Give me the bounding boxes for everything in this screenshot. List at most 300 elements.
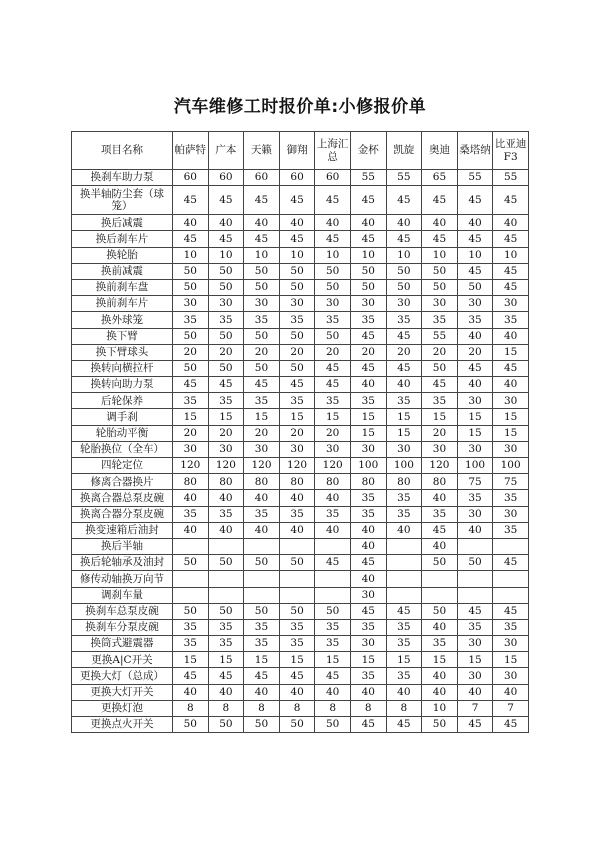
price-cell: 40 <box>457 215 493 231</box>
price-cell: 35 <box>173 636 209 652</box>
price-cell: 15 <box>493 409 529 425</box>
price-cell: 40 <box>173 215 209 231</box>
price-cell: 45 <box>350 186 386 215</box>
price-cell: 10 <box>493 247 529 263</box>
price-cell: 35 <box>350 490 386 506</box>
price-cell <box>386 571 422 587</box>
price-cell: 20 <box>422 425 458 441</box>
price-cell: 35 <box>493 490 529 506</box>
price-cell <box>244 571 280 587</box>
price-cell: 50 <box>173 555 209 571</box>
item-name-cell: 换前刹车盘 <box>72 279 173 295</box>
price-cell: 50 <box>422 603 458 619</box>
price-cell: 120 <box>422 458 458 474</box>
item-name-cell: 更换A|C开关 <box>72 652 173 668</box>
table-row <box>72 296 529 312</box>
column-header-model: 比亚迪F3 <box>493 132 529 170</box>
price-cell: 15 <box>493 425 529 441</box>
price-cell: 20 <box>173 425 209 441</box>
price-cell <box>279 571 315 587</box>
price-cell: 60 <box>315 170 351 186</box>
price-cell: 35 <box>208 506 244 522</box>
price-cell: 30 <box>173 296 209 312</box>
item-name-cell: 换刹车分泵皮碗 <box>72 619 173 635</box>
price-cell: 45 <box>279 186 315 215</box>
price-cell: 35 <box>244 619 280 635</box>
price-cell: 30 <box>422 441 458 457</box>
price-cell <box>315 538 351 554</box>
price-cell: 55 <box>493 170 529 186</box>
price-cell <box>244 587 280 603</box>
price-cell: 50 <box>173 603 209 619</box>
price-cell: 50 <box>457 279 493 295</box>
price-cell: 35 <box>315 393 351 409</box>
price-cell: 35 <box>208 393 244 409</box>
price-cell: 45 <box>350 360 386 376</box>
price-cell: 10 <box>208 247 244 263</box>
price-cell: 35 <box>279 312 315 328</box>
price-cell: 45 <box>422 186 458 215</box>
price-cell: 35 <box>386 393 422 409</box>
price-cell: 45 <box>493 186 529 215</box>
item-name-cell: 换轮胎 <box>72 247 173 263</box>
price-cell: 35 <box>386 636 422 652</box>
price-cell: 80 <box>173 474 209 490</box>
price-cell: 80 <box>386 474 422 490</box>
price-cell: 60 <box>244 170 280 186</box>
price-cell: 45 <box>493 279 529 295</box>
price-cell: 50 <box>279 263 315 279</box>
price-cell: 50 <box>244 555 280 571</box>
price-cell: 35 <box>244 393 280 409</box>
table-row <box>72 231 529 247</box>
price-cell: 35 <box>279 636 315 652</box>
price-cell: 45 <box>457 360 493 376</box>
price-cell: 40 <box>173 684 209 700</box>
price-cell: 50 <box>244 717 280 733</box>
price-cell: 30 <box>208 296 244 312</box>
price-cell: 45 <box>422 377 458 393</box>
price-cell: 45 <box>457 717 493 733</box>
price-cell: 35 <box>244 506 280 522</box>
price-cell: 45 <box>208 377 244 393</box>
price-cell <box>386 538 422 554</box>
price-cell: 40 <box>279 215 315 231</box>
column-header-model: 奥迪 <box>422 132 458 170</box>
price-cell: 15 <box>244 652 280 668</box>
table-row <box>72 458 529 474</box>
price-cell: 50 <box>208 328 244 344</box>
price-cell: 45 <box>386 360 422 376</box>
price-cell: 15 <box>279 652 315 668</box>
price-cell: 30 <box>350 441 386 457</box>
price-cell: 50 <box>315 603 351 619</box>
price-cell: 40 <box>173 522 209 538</box>
price-cell: 40 <box>422 684 458 700</box>
item-name-cell: 换后减震 <box>72 215 173 231</box>
price-cell: 10 <box>173 247 209 263</box>
price-cell <box>173 587 209 603</box>
price-table <box>71 131 529 733</box>
price-cell: 45 <box>493 231 529 247</box>
price-cell: 15 <box>315 652 351 668</box>
price-cell: 40 <box>350 377 386 393</box>
price-cell: 20 <box>208 344 244 360</box>
item-name-cell: 调手刹 <box>72 409 173 425</box>
table-row <box>72 312 529 328</box>
column-header-model: 凯旋 <box>386 132 422 170</box>
table-row <box>72 247 529 263</box>
table-row <box>72 215 529 231</box>
price-cell: 40 <box>315 684 351 700</box>
item-name-cell: 更换点火开关 <box>72 717 173 733</box>
price-cell: 8 <box>173 700 209 716</box>
price-cell: 120 <box>173 458 209 474</box>
item-name-cell: 换刹车总泵皮碗 <box>72 603 173 619</box>
table-row <box>72 571 529 587</box>
price-cell: 30 <box>457 393 493 409</box>
price-cell: 30 <box>279 296 315 312</box>
price-cell: 45 <box>386 328 422 344</box>
price-cell: 35 <box>386 619 422 635</box>
price-cell <box>457 538 493 554</box>
price-cell: 50 <box>386 279 422 295</box>
item-name-cell: 换筒式避震器 <box>72 636 173 652</box>
column-header-model: 金杯 <box>350 132 386 170</box>
price-cell: 10 <box>422 247 458 263</box>
price-cell: 30 <box>208 441 244 457</box>
price-cell: 40 <box>350 538 386 554</box>
price-cell: 45 <box>315 360 351 376</box>
price-cell: 45 <box>422 231 458 247</box>
price-cell: 40 <box>457 522 493 538</box>
item-name-cell: 修传动轴换万向节 <box>72 571 173 587</box>
price-cell: 55 <box>457 170 493 186</box>
price-cell: 45 <box>279 231 315 247</box>
price-cell: 20 <box>279 425 315 441</box>
price-cell: 45 <box>244 668 280 684</box>
price-cell: 45 <box>315 231 351 247</box>
price-cell: 30 <box>315 296 351 312</box>
column-header-model: 帕萨特 <box>173 132 209 170</box>
item-name-cell: 调刹车量 <box>72 587 173 603</box>
table-row <box>72 636 529 652</box>
price-cell: 15 <box>386 652 422 668</box>
price-cell: 50 <box>422 360 458 376</box>
price-cell: 40 <box>208 215 244 231</box>
price-cell: 40 <box>457 377 493 393</box>
item-name-cell: 换转向助力泵 <box>72 377 173 393</box>
price-cell <box>279 587 315 603</box>
price-cell: 120 <box>244 458 280 474</box>
price-cell: 40 <box>279 490 315 506</box>
price-cell: 40 <box>350 215 386 231</box>
price-cell: 45 <box>422 522 458 538</box>
price-cell: 50 <box>279 328 315 344</box>
price-cell: 40 <box>315 215 351 231</box>
price-cell: 35 <box>350 619 386 635</box>
item-name-cell: 轮胎动平衡 <box>72 425 173 441</box>
price-cell: 30 <box>386 441 422 457</box>
price-cell: 30 <box>493 636 529 652</box>
price-cell: 50 <box>208 279 244 295</box>
price-cell: 15 <box>315 409 351 425</box>
price-cell: 35 <box>457 490 493 506</box>
price-cell: 35 <box>422 312 458 328</box>
price-cell: 50 <box>457 555 493 571</box>
price-cell <box>315 587 351 603</box>
price-cell: 7 <box>493 700 529 716</box>
price-cell: 45 <box>350 603 386 619</box>
price-cell: 40 <box>244 490 280 506</box>
price-cell: 50 <box>279 279 315 295</box>
price-cell: 60 <box>173 170 209 186</box>
page-title: 汽车维修工时报价单:小修报价单 <box>173 97 427 117</box>
price-cell: 30 <box>457 296 493 312</box>
price-cell: 40 <box>422 490 458 506</box>
price-cell: 35 <box>493 619 529 635</box>
price-cell: 50 <box>422 279 458 295</box>
price-cell: 50 <box>422 263 458 279</box>
column-header-model: 广本 <box>208 132 244 170</box>
price-cell: 35 <box>457 619 493 635</box>
price-cell: 20 <box>350 344 386 360</box>
price-cell: 100 <box>386 458 422 474</box>
item-name-cell: 换下臂 <box>72 328 173 344</box>
item-name-cell: 换转向横拉杆 <box>72 360 173 376</box>
price-cell: 40 <box>279 522 315 538</box>
price-cell: 40 <box>422 538 458 554</box>
price-cell: 40 <box>315 522 351 538</box>
price-cell: 8 <box>315 700 351 716</box>
price-cell: 80 <box>350 474 386 490</box>
price-cell: 55 <box>386 170 422 186</box>
price-cell: 15 <box>457 425 493 441</box>
price-cell: 30 <box>493 441 529 457</box>
price-cell: 65 <box>422 170 458 186</box>
price-cell: 45 <box>208 186 244 215</box>
price-cell: 100 <box>457 458 493 474</box>
price-cell: 30 <box>422 296 458 312</box>
price-cell: 15 <box>457 409 493 425</box>
price-cell: 15 <box>386 409 422 425</box>
table-row <box>72 263 529 279</box>
price-cell: 35 <box>422 506 458 522</box>
price-cell: 40 <box>493 215 529 231</box>
price-cell: 30 <box>173 441 209 457</box>
price-cell: 35 <box>208 619 244 635</box>
table-row <box>72 186 529 215</box>
price-cell: 45 <box>457 186 493 215</box>
price-cell: 35 <box>422 636 458 652</box>
price-cell: 35 <box>350 668 386 684</box>
price-cell: 30 <box>457 506 493 522</box>
price-cell: 40 <box>350 684 386 700</box>
price-cell: 80 <box>315 474 351 490</box>
item-name-cell: 换离合器分泵皮碗 <box>72 506 173 522</box>
price-cell: 60 <box>208 170 244 186</box>
table-row <box>72 360 529 376</box>
price-cell: 100 <box>493 458 529 474</box>
price-cell <box>386 587 422 603</box>
price-cell: 30 <box>493 296 529 312</box>
price-cell: 15 <box>244 409 280 425</box>
price-cell: 45 <box>315 668 351 684</box>
price-cell: 45 <box>386 186 422 215</box>
price-cell: 35 <box>173 619 209 635</box>
column-header-model: 桑塔纳 <box>457 132 493 170</box>
item-name-cell: 换前减震 <box>72 263 173 279</box>
price-cell: 20 <box>208 425 244 441</box>
price-cell: 45 <box>493 603 529 619</box>
price-cell: 50 <box>279 555 315 571</box>
price-cell: 45 <box>173 231 209 247</box>
price-cell: 40 <box>386 215 422 231</box>
price-cell: 40 <box>244 215 280 231</box>
price-cell: 15 <box>173 652 209 668</box>
price-cell: 15 <box>422 652 458 668</box>
price-cell: 10 <box>244 247 280 263</box>
price-cell: 35 <box>173 506 209 522</box>
price-cell: 50 <box>315 263 351 279</box>
price-cell: 20 <box>173 344 209 360</box>
price-cell: 10 <box>422 700 458 716</box>
item-name-cell: 换前刹车片 <box>72 296 173 312</box>
price-cell: 20 <box>315 425 351 441</box>
price-cell: 15 <box>422 409 458 425</box>
price-cell: 40 <box>493 377 529 393</box>
price-cell: 7 <box>457 700 493 716</box>
price-cell: 30 <box>350 587 386 603</box>
price-cell: 45 <box>173 668 209 684</box>
price-cell <box>493 587 529 603</box>
item-name-cell: 后轮保养 <box>72 393 173 409</box>
price-cell: 80 <box>422 474 458 490</box>
table-row <box>72 668 529 684</box>
item-name-cell: 换刹车助力泵 <box>72 170 173 186</box>
price-cell: 10 <box>350 247 386 263</box>
price-cell: 35 <box>279 619 315 635</box>
table-row <box>72 474 529 490</box>
price-cell: 15 <box>208 409 244 425</box>
price-cell: 35 <box>386 506 422 522</box>
item-name-cell: 换外球笼 <box>72 312 173 328</box>
price-cell: 50 <box>208 263 244 279</box>
price-cell: 75 <box>457 474 493 490</box>
price-cell: 45 <box>457 263 493 279</box>
price-cell: 20 <box>244 425 280 441</box>
price-cell: 50 <box>208 555 244 571</box>
price-cell: 45 <box>315 377 351 393</box>
price-cell: 40 <box>493 328 529 344</box>
price-cell: 8 <box>350 700 386 716</box>
item-name-cell: 更换大灯（总成） <box>72 668 173 684</box>
column-header-model: 御翔 <box>279 132 315 170</box>
price-cell <box>386 555 422 571</box>
price-cell: 35 <box>315 636 351 652</box>
price-cell: 50 <box>244 279 280 295</box>
price-cell: 10 <box>315 247 351 263</box>
table-row <box>72 506 529 522</box>
price-cell: 50 <box>244 328 280 344</box>
price-cell: 20 <box>315 344 351 360</box>
price-cell: 35 <box>457 312 493 328</box>
price-cell: 8 <box>279 700 315 716</box>
price-cell: 45 <box>493 263 529 279</box>
price-cell: 15 <box>493 652 529 668</box>
column-header-item-name: 项目名称 <box>72 132 173 170</box>
item-name-cell: 更换灯泡 <box>72 700 173 716</box>
item-name-cell: 换半轴防尘套（球 笼） <box>72 186 173 215</box>
price-cell: 40 <box>386 377 422 393</box>
price-cell: 50 <box>244 360 280 376</box>
price-cell: 35 <box>173 312 209 328</box>
price-cell: 40 <box>208 684 244 700</box>
table-row <box>72 377 529 393</box>
price-cell: 50 <box>315 279 351 295</box>
price-cell <box>457 587 493 603</box>
price-cell: 30 <box>457 668 493 684</box>
price-cell: 50 <box>315 717 351 733</box>
price-cell: 40 <box>279 684 315 700</box>
table-body <box>72 170 529 733</box>
column-header-model: 天籁 <box>244 132 280 170</box>
price-cell: 45 <box>386 717 422 733</box>
item-name-cell: 修离合器换片 <box>72 474 173 490</box>
price-cell: 35 <box>244 636 280 652</box>
price-cell: 45 <box>173 186 209 215</box>
price-cell: 45 <box>457 603 493 619</box>
price-cell: 55 <box>350 170 386 186</box>
price-cell: 45 <box>244 231 280 247</box>
column-header-model: 上海汇总 <box>315 132 351 170</box>
price-cell: 35 <box>386 312 422 328</box>
price-cell: 35 <box>386 490 422 506</box>
price-cell: 50 <box>208 360 244 376</box>
price-cell: 50 <box>350 279 386 295</box>
price-cell: 40 <box>244 684 280 700</box>
price-cell: 35 <box>173 393 209 409</box>
table-row <box>72 587 529 603</box>
item-name-cell: 换变速箱后油封 <box>72 522 173 538</box>
price-cell: 45 <box>493 360 529 376</box>
price-cell: 50 <box>279 717 315 733</box>
price-cell: 30 <box>493 668 529 684</box>
price-cell: 50 <box>173 279 209 295</box>
price-cell: 45 <box>493 555 529 571</box>
price-cell: 50 <box>244 603 280 619</box>
table-row <box>72 522 529 538</box>
price-cell <box>493 571 529 587</box>
item-name-cell: 换后半轴 <box>72 538 173 554</box>
table-header <box>72 132 529 170</box>
price-cell: 30 <box>244 441 280 457</box>
price-cell: 35 <box>244 312 280 328</box>
price-cell: 40 <box>457 684 493 700</box>
price-cell: 15 <box>208 652 244 668</box>
table-row <box>72 603 529 619</box>
price-cell: 30 <box>493 506 529 522</box>
price-cell: 120 <box>208 458 244 474</box>
table-row <box>72 344 529 360</box>
price-cell: 15 <box>350 652 386 668</box>
price-cell: 30 <box>457 636 493 652</box>
price-cell: 35 <box>350 312 386 328</box>
price-cell: 20 <box>422 344 458 360</box>
price-cell: 15 <box>350 425 386 441</box>
price-cell: 45 <box>493 717 529 733</box>
price-cell <box>493 538 529 554</box>
